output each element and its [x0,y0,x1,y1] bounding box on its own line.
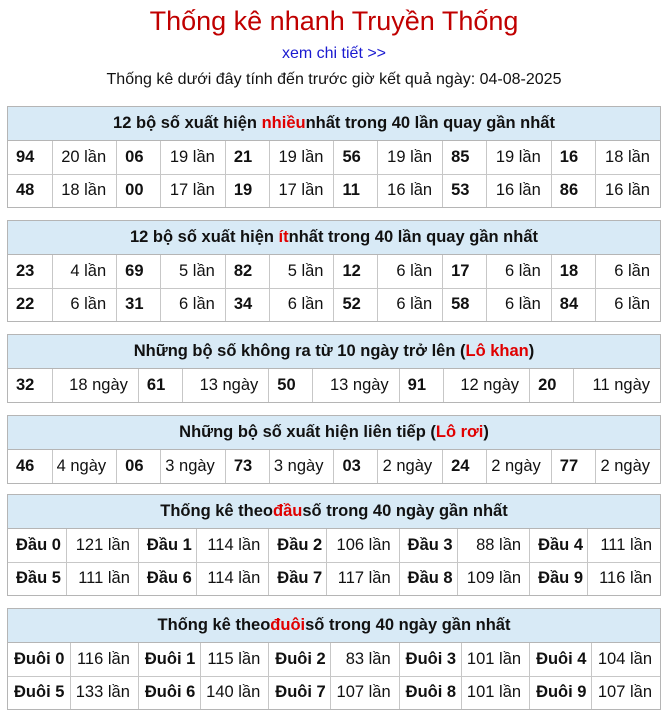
cell-value: 140 lần [200,676,268,709]
cell-key: 86 [551,174,595,207]
table-row [8,643,660,676]
cell-value: 114 lần [196,562,268,595]
cell-key: 19 [225,174,269,207]
cell-value: 6 lần [378,255,443,288]
roi-header-post: ) [483,423,489,441]
cell-value: 115 lần [200,643,268,676]
most-header-post: nhất trong 40 lần quay gần nhất [305,114,555,132]
dau-section [7,494,661,596]
least-frequent-header [8,221,660,255]
cell-value: 19 lần [161,141,226,174]
cell-key: Đầu 8 [399,562,457,595]
table-row [8,676,660,709]
table-row [8,450,660,483]
cell-key: 69 [117,255,161,288]
most-header-pre: 12 bộ số xuất hiện [113,114,257,132]
cell-value: 6 lần [487,255,552,288]
cell-key: 23 [8,255,52,288]
cell-key: 31 [117,288,161,321]
cell-key: 32 [8,369,52,402]
cell-key: Đuôi 2 [269,643,331,676]
least-header-highlight: ít [278,228,289,246]
lo-khan-section [7,334,661,403]
table-row [8,529,660,562]
lo-roi-section [7,415,661,484]
cell-value: 16 lần [378,174,443,207]
cell-key: 84 [551,288,595,321]
cell-key: 16 [551,141,595,174]
cell-key: Đầu 2 [269,529,327,562]
khan-header-highlight: Lô khan [465,342,529,360]
cell-key: Đuôi 6 [138,676,200,709]
cell-key: 77 [551,450,595,483]
cell-key: Đuôi 3 [399,643,461,676]
duoi-header-pre: Thống kê theo [157,616,271,634]
cell-value: 111 lần [588,529,660,562]
cell-value: 83 lần [331,643,399,676]
cell-value: 11 ngày [574,369,660,402]
cell-key: 18 [551,255,595,288]
least-header-pre: 12 bộ số xuất hiện [130,228,274,246]
cell-key: Đuôi 1 [138,643,200,676]
most-frequent-section [7,106,661,208]
cell-value: 16 lần [595,174,660,207]
cell-key: 50 [269,369,313,402]
cell-value: 116 lần [588,562,660,595]
cell-key: 82 [225,255,269,288]
cell-value: 107 lần [331,676,399,709]
least-frequent-table [8,255,660,321]
cell-key: 46 [8,450,52,483]
cell-key: 06 [117,141,161,174]
page-title: Thống kê nhanh Truyền Thống [149,6,519,36]
cell-key: 73 [225,450,269,483]
cell-value: 13 ngày [182,369,268,402]
cell-value: 111 lần [66,562,138,595]
cell-value: 6 lần [161,288,226,321]
cell-key: 00 [117,174,161,207]
least-frequent-section [7,220,661,322]
cell-value: 18 ngày [52,369,138,402]
cell-key: Đuôi 9 [530,676,592,709]
view-details-link[interactable]: xem chi tiết >> [281,45,387,62]
cell-key: Đuôi 8 [399,676,461,709]
cell-value: 109 lần [457,562,529,595]
cell-value: 88 lần [457,529,529,562]
cell-value: 12 ngày [443,369,529,402]
cell-value: 116 lần [70,643,138,676]
duoi-header-post: số trong 40 ngày gần nhất [305,616,511,634]
cell-key: 06 [117,450,161,483]
cell-value: 4 ngày [52,450,117,483]
cell-key: 56 [334,141,378,174]
dau-header-pre: Thống kê theo [160,502,274,520]
cell-key: Đuôi 0 [8,643,70,676]
cell-value: 4 lần [52,255,117,288]
cell-key: 85 [443,141,487,174]
cell-key: 12 [334,255,378,288]
cell-value: 17 lần [269,174,334,207]
cell-key: Đầu 1 [138,529,196,562]
cell-key: 20 [530,369,574,402]
cell-value: 6 lần [269,288,334,321]
table-row [8,288,660,321]
lo-roi-table [8,450,660,483]
cell-value: 104 lần [592,643,660,676]
table-row [8,562,660,595]
cell-value: 6 lần [595,255,660,288]
cell-value: 3 ngày [269,450,334,483]
cell-value: 19 lần [378,141,443,174]
cell-key: 94 [8,141,52,174]
cell-value: 6 lần [487,288,552,321]
dau-table [8,529,660,595]
cell-value: 2 ngày [595,450,660,483]
khan-header-pre: Những bộ số không ra từ 10 ngày trở lên ( [133,342,466,360]
cell-key: 52 [334,288,378,321]
cell-value: 106 lần [327,529,399,562]
cell-key: 24 [443,450,487,483]
cell-value: 6 lần [52,288,117,321]
cell-value: 5 lần [269,255,334,288]
cell-key: 48 [8,174,52,207]
cell-key: Đuôi 5 [8,676,70,709]
cell-value: 6 lần [595,288,660,321]
cell-key: 53 [443,174,487,207]
cell-value: 18 lần [52,174,117,207]
duoi-section [7,608,661,710]
cell-value: 114 lần [196,529,268,562]
cell-value: 19 lần [269,141,334,174]
cell-key: Đầu 7 [269,562,327,595]
cell-value: 16 lần [487,174,552,207]
cell-key: Đầu 5 [8,562,66,595]
cell-key: 58 [443,288,487,321]
cell-value: 17 lần [161,174,226,207]
cell-key: Đầu 0 [8,529,66,562]
cell-key: 21 [225,141,269,174]
cell-value: 101 lần [461,643,529,676]
cell-key: Đầu 4 [530,529,588,562]
dau-header-post: số trong 40 ngày gần nhất [302,502,508,520]
cell-key: Đầu 3 [399,529,457,562]
cell-key: 22 [8,288,52,321]
cell-value: 13 ngày [313,369,399,402]
cell-value: 18 lần [595,141,660,174]
dau-header [8,495,660,529]
dau-header-highlight: đầu [273,502,303,520]
cell-key: 11 [334,174,378,207]
duoi-header [8,609,660,643]
table-row [8,141,660,174]
cell-key: 61 [138,369,182,402]
cell-key: 17 [443,255,487,288]
cell-key: Đầu 9 [530,562,588,595]
cell-key: Đuôi 4 [530,643,592,676]
roi-header-highlight: Lô rơi [435,423,484,441]
cell-value: 133 lần [70,676,138,709]
cell-key: Đuôi 7 [269,676,331,709]
cell-value: 5 lần [161,255,226,288]
most-header-highlight: nhiều [261,114,306,132]
duoi-header-highlight: đuôi [270,616,306,634]
cell-value: 20 lần [52,141,117,174]
roi-header-pre: Những bộ số xuất hiện liên tiếp ( [179,423,436,441]
cell-key: 34 [225,288,269,321]
cell-value: 2 ngày [487,450,552,483]
cell-value: 2 ngày [378,450,443,483]
table-row [8,369,660,402]
table-row [8,255,660,288]
cell-value: 6 lần [378,288,443,321]
cell-value: 19 lần [487,141,552,174]
table-row [8,174,660,207]
duoi-table [8,643,660,709]
lo-roi-header [8,416,660,450]
cell-value: 107 lần [592,676,660,709]
cell-value: 121 lần [66,529,138,562]
cell-value: 117 lần [327,562,399,595]
least-header-post: nhất trong 40 lần quay gần nhất [288,228,538,246]
lo-khan-table [8,369,660,402]
most-frequent-header [8,107,660,141]
cell-key: 91 [399,369,443,402]
cell-value: 3 ngày [161,450,226,483]
most-frequent-table [8,141,660,207]
cell-value: 101 lần [461,676,529,709]
khan-header-post: ) [528,342,535,360]
page-subtitle: Thống kê dưới đây tính đến trước giờ kết quả ngày: 04-08-2025 [106,71,562,88]
cell-key: Đầu 6 [138,562,196,595]
lo-khan-header [8,335,660,369]
cell-key: 03 [334,450,378,483]
